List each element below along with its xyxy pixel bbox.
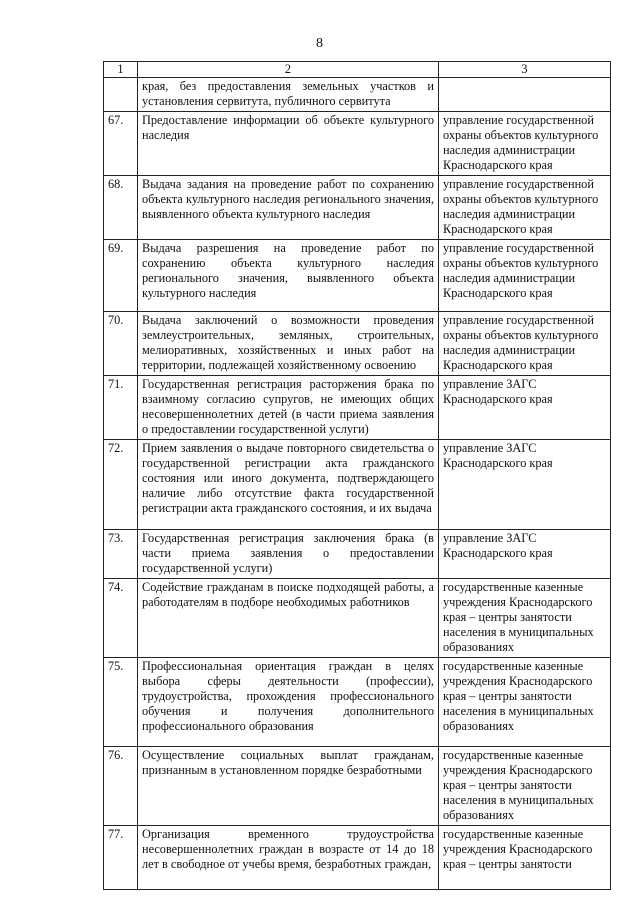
table-row [104, 376, 611, 440]
row-number: 68. [104, 176, 138, 240]
responsible-body: управление ЗАГС Краснодарского края [439, 376, 611, 440]
responsible-body: государственные казенные учреждения Краснодарского края – центры занятости населения в муниципальных образованиях [439, 658, 611, 747]
table-row [104, 440, 611, 530]
service-name: Содействие гражданам в поиске подходящей работы, а работодателям в подборе необходимых работников [138, 579, 439, 658]
table-row [104, 747, 611, 826]
table-row [104, 176, 611, 240]
row-number: 73. [104, 530, 138, 579]
table-row [104, 112, 611, 176]
row-number: 71. [104, 376, 138, 440]
responsible-body: управление государственной охраны объектов культурного наследия администрации Краснодарского края [439, 112, 611, 176]
row-number: 76. [104, 747, 138, 826]
column-header: 1 [104, 62, 138, 78]
row-number: 69. [104, 240, 138, 312]
row-number: 77. [104, 826, 138, 890]
responsible-body: управление государственной охраны объектов культурного наследия администрации Краснодарского края [439, 312, 611, 376]
service-name: Профессиональная ориентация граждан в целях выбора сферы деятельности (профессии), трудоустройства, прохождения профессионального обучения и получения дополнительного профессионального образования [138, 658, 439, 747]
table-row [104, 78, 611, 112]
table-row [104, 579, 611, 658]
service-name: Организация временного трудоустройства несовершеннолетних граждан в возрасте от 14 до 18 лет в свободное от учебы время, безработных граждан, [138, 826, 439, 890]
row-number: 72. [104, 440, 138, 530]
service-name: Прием заявления о выдаче повторного свидетельства о государственной регистрации акта гражданского состояния или иного документа, подтверждающего наличие либо отсутствие факта государственной регистрации акта гражданского состояния, и их выдача [138, 440, 439, 530]
service-name: Государственная регистрация расторжения брака по взаимному согласию супругов, не имеющих общих несовершеннолетних детей (в части приема заявления о предоставлении государственной услуги) [138, 376, 439, 440]
service-name: Выдача разрешения на проведение работ по сохранению объекта культурного наследия регионального значения, выявленного объекта культурного наследия [138, 240, 439, 312]
row-number [104, 78, 138, 112]
service-name: Государственная регистрация заключения брака (в части приема заявления о предоставлении государственной услуги) [138, 530, 439, 579]
service-name: края, без предоставления земельных участков и установления сервитута, публичного сервитута [138, 78, 439, 112]
column-header: 2 [138, 62, 439, 78]
row-number: 75. [104, 658, 138, 747]
responsible-body [439, 78, 611, 112]
services-table [103, 61, 611, 890]
service-name: Предоставление информации об объекте культурного наследия [138, 112, 439, 176]
row-number: 74. [104, 579, 138, 658]
service-name: Выдача задания на проведение работ по сохранению объекта культурного наследия регионального значения, выявленного объекта культурного наследия [138, 176, 439, 240]
service-name: Осуществление социальных выплат гражданам, признанным в установленном порядке безработными [138, 747, 439, 826]
responsible-body: государственные казенные учреждения Краснодарского края – центры занятости населения в муниципальных образованиях [439, 579, 611, 658]
row-number: 67. [104, 112, 138, 176]
table-row [104, 312, 611, 376]
page-number: 8 [316, 36, 323, 51]
service-name: Выдача заключений о возможности проведения землеустроительных, земляных, строительных, мелиоративных, хозяйственных и иных работ на территории, подлежащей хозяйственному освоению [138, 312, 439, 376]
table-row [104, 826, 611, 890]
responsible-body: управление ЗАГС Краснодарского края [439, 440, 611, 530]
responsible-body: государственные казенные учреждения Краснодарского края – центры занятости [439, 826, 611, 890]
table-row [104, 240, 611, 312]
column-header: 3 [439, 62, 611, 78]
row-number: 70. [104, 312, 138, 376]
responsible-body: государственные казенные учреждения Краснодарского края – центры занятости населения в муниципальных образованиях [439, 747, 611, 826]
responsible-body: управление ЗАГС Краснодарского края [439, 530, 611, 579]
table-row [104, 658, 611, 747]
table-header-row [104, 62, 611, 78]
responsible-body: управление государственной охраны объектов культурного наследия администрации Краснодарского края [439, 240, 611, 312]
table-row [104, 530, 611, 579]
responsible-body: управление государственной охраны объектов культурного наследия администрации Краснодарского края [439, 176, 611, 240]
